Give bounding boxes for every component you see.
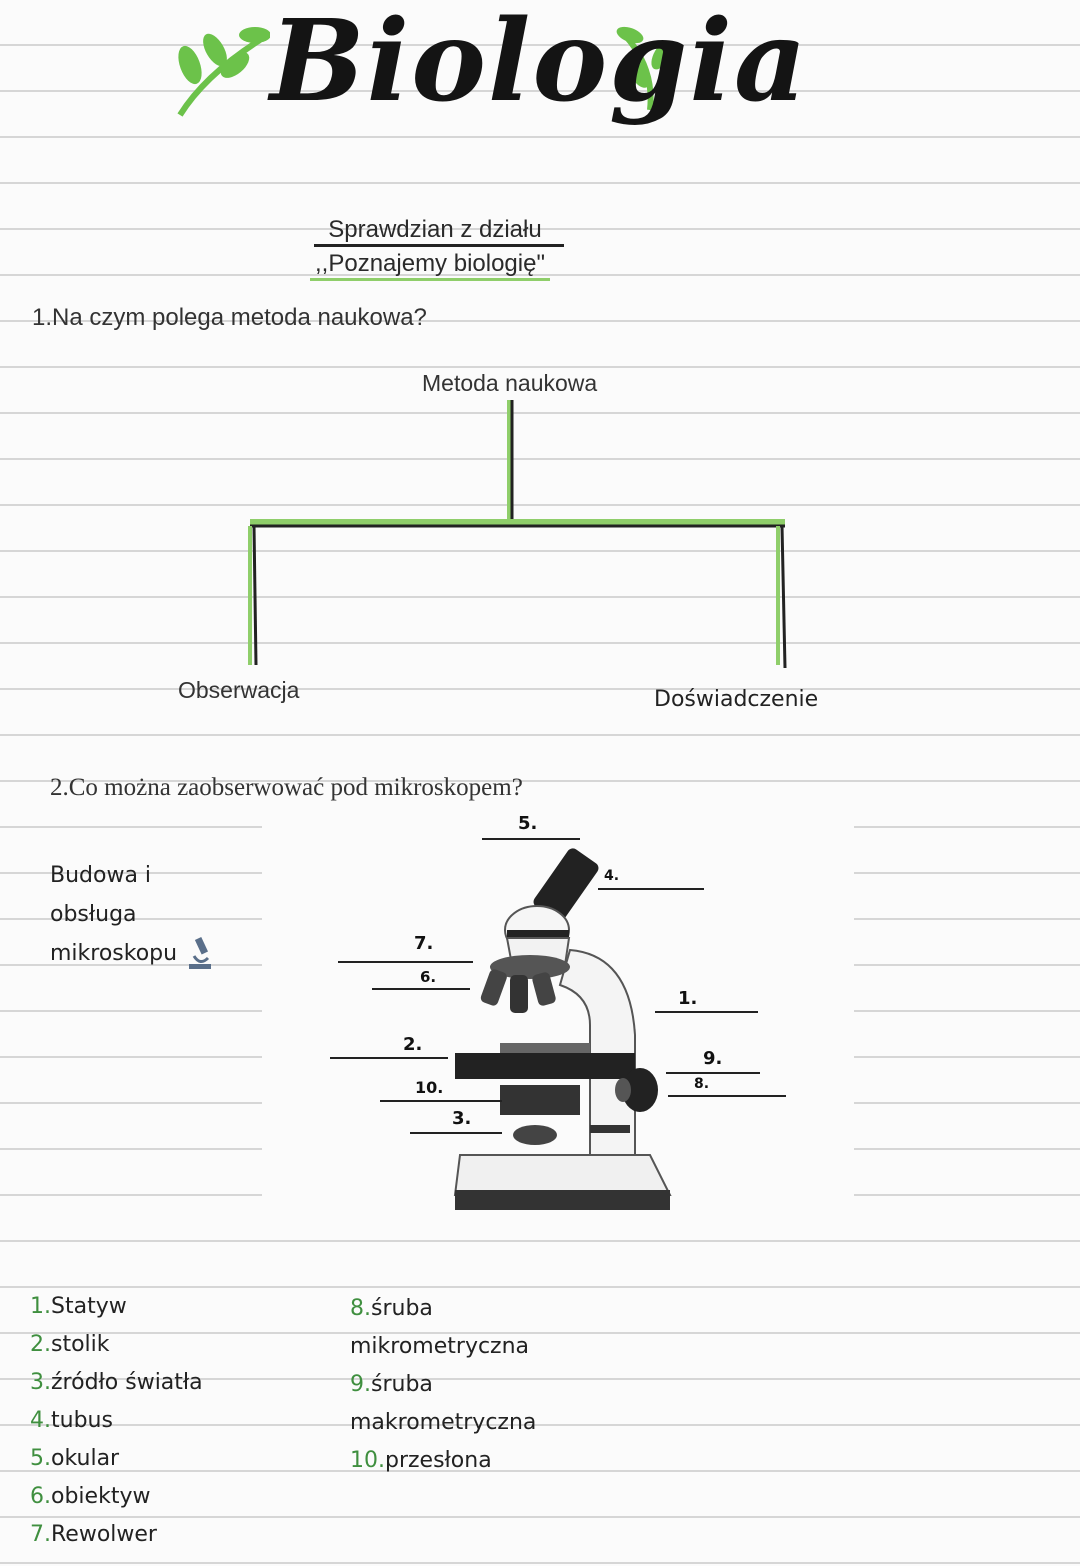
part-line-2 bbox=[330, 1057, 448, 1059]
part-number-8: 8. bbox=[694, 1076, 710, 1092]
part-line-1 bbox=[655, 1011, 758, 1013]
legend-item: 7.Rewolwer bbox=[30, 1522, 157, 1547]
part-number-10: 10. bbox=[415, 1078, 444, 1097]
part-line-6 bbox=[372, 988, 470, 990]
subtitle-line-1: Sprawdzian z działu bbox=[328, 216, 542, 243]
part-number-2: 2. bbox=[403, 1034, 423, 1055]
page-title: Biologia bbox=[270, 0, 809, 127]
legend-item: 8.śruba bbox=[350, 1296, 433, 1321]
part-line-8 bbox=[668, 1095, 786, 1097]
part-number-3: 3. bbox=[452, 1108, 472, 1129]
subtitle-line-2: ,,Poznajemy biologię" bbox=[315, 250, 545, 277]
subtitle-underline-2 bbox=[310, 278, 550, 281]
legend-right bbox=[350, 1290, 536, 1480]
legend-item: 5.okular bbox=[30, 1446, 120, 1471]
part-line-3 bbox=[410, 1132, 502, 1134]
side-note-line-3: mikroskopu bbox=[50, 941, 178, 966]
subtitle-underline-1 bbox=[314, 244, 564, 247]
part-number-4: 4. bbox=[604, 868, 620, 884]
leaf-decoration-left bbox=[160, 20, 270, 120]
legend-item: 10.przesłona bbox=[350, 1448, 492, 1473]
diagram-root-label: Metoda naukowa bbox=[422, 370, 598, 396]
question-2: 2.Co można zaobserwować pod mikroskopem? bbox=[50, 774, 523, 801]
legend-item: 6.obiektyw bbox=[30, 1484, 151, 1509]
part-line-10 bbox=[380, 1100, 502, 1102]
branch-label-experiment: Doświadczenie bbox=[654, 687, 819, 712]
part-number-6: 6. bbox=[420, 968, 437, 986]
branch-label-observation: Obserwacja bbox=[178, 677, 300, 703]
part-line-4 bbox=[598, 888, 704, 890]
side-note-line-2: obsługa bbox=[50, 902, 137, 927]
part-line-9 bbox=[666, 1072, 760, 1074]
part-number-9: 9. bbox=[703, 1048, 723, 1069]
method-tree-diagram bbox=[240, 400, 800, 675]
question-1: 1.Na czym polega metoda naukowa? bbox=[32, 304, 427, 331]
legend-item: 4.tubus bbox=[30, 1408, 113, 1433]
part-number-5: 5. bbox=[518, 813, 538, 834]
microscope-illustration bbox=[440, 835, 680, 1225]
legend-item: 1.Statyw bbox=[30, 1294, 127, 1319]
legend-item: makrometryczna bbox=[350, 1410, 537, 1435]
part-number-7: 7. bbox=[414, 933, 434, 954]
part-line-7 bbox=[338, 961, 473, 963]
microscope-small-icon bbox=[186, 936, 214, 970]
side-note-line-1: Budowa i bbox=[50, 863, 152, 888]
part-line-5 bbox=[482, 838, 580, 840]
legend-left bbox=[30, 1288, 203, 1554]
legend-item: mikrometryczna bbox=[350, 1334, 530, 1359]
legend-item: 9.śruba bbox=[350, 1372, 433, 1397]
legend-item: 3.źródło światła bbox=[30, 1370, 203, 1395]
legend-item: 2.stolik bbox=[30, 1332, 110, 1357]
part-number-1: 1. bbox=[678, 988, 698, 1009]
